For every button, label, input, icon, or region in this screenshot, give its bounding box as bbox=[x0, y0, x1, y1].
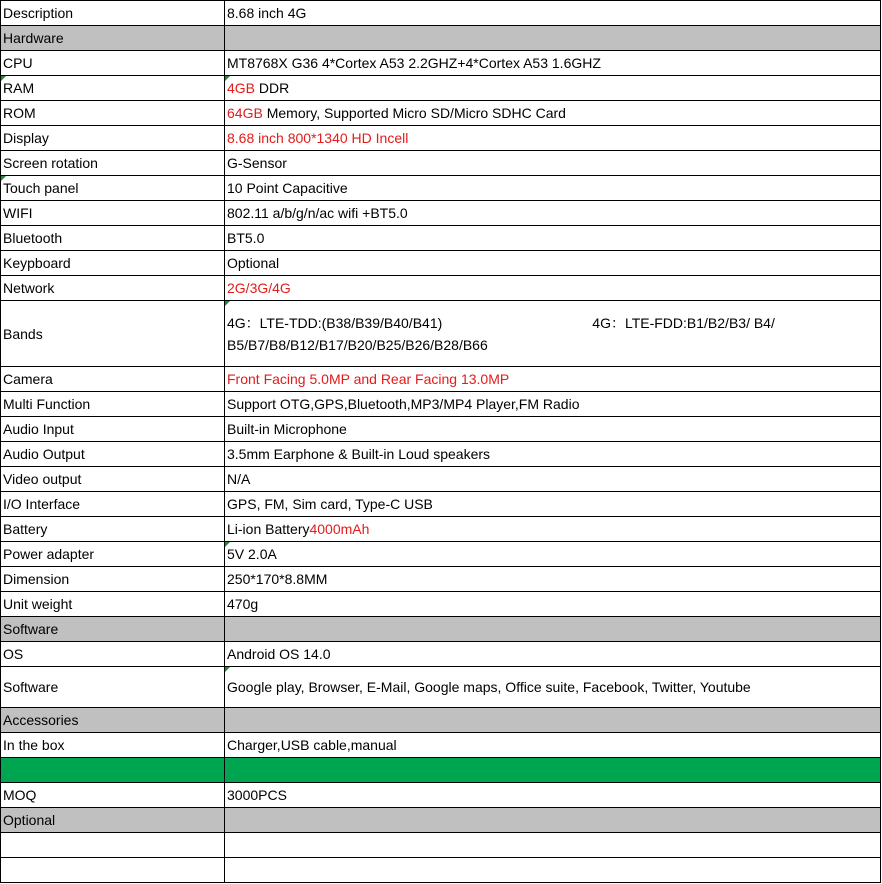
row-label: Bands bbox=[1, 301, 225, 367]
row-value: Android OS 14.0 bbox=[225, 642, 881, 667]
table-row bbox=[1, 226, 881, 251]
table-row bbox=[1, 76, 881, 101]
row-value: Optional bbox=[225, 251, 881, 276]
value-highlight: 64GB bbox=[227, 105, 263, 121]
green-cell bbox=[1, 758, 225, 783]
value-text: Li-ion Battery bbox=[227, 521, 310, 537]
table-row bbox=[1, 733, 881, 758]
row-label: Battery bbox=[1, 517, 225, 542]
row-value bbox=[225, 667, 881, 708]
row-label: Screen rotation bbox=[1, 151, 225, 176]
table-row bbox=[1, 592, 881, 617]
row-label: I/O Interface bbox=[1, 492, 225, 517]
green-cell bbox=[225, 758, 881, 783]
table-row bbox=[1, 442, 881, 467]
section-filler bbox=[225, 808, 881, 833]
comment-indicator-icon bbox=[225, 76, 230, 81]
table-row bbox=[1, 251, 881, 276]
empty-row bbox=[1, 858, 881, 883]
section-label: Software bbox=[1, 617, 225, 642]
row-value: 250*170*8.8MM bbox=[225, 567, 881, 592]
row-label: Software bbox=[1, 667, 225, 708]
row-value: 3.5mm Earphone & Built-in Loud speakers bbox=[225, 442, 881, 467]
row-value bbox=[225, 101, 881, 126]
empty-cell bbox=[1, 833, 225, 858]
table-row-bands bbox=[1, 301, 881, 367]
row-value: N/A bbox=[225, 467, 881, 492]
table-row bbox=[1, 1, 881, 26]
row-value: 8.68 inch 4G bbox=[225, 1, 881, 26]
row-value: 802.11 a/b/g/n/ac wifi +BT5.0 bbox=[225, 201, 881, 226]
table-row bbox=[1, 567, 881, 592]
section-filler bbox=[225, 708, 881, 733]
section-label: Accessories bbox=[1, 708, 225, 733]
row-label: Bluetooth bbox=[1, 226, 225, 251]
comment-indicator-icon bbox=[1, 176, 6, 181]
row-label: Network bbox=[1, 276, 225, 301]
value-text: 5V 2.0A bbox=[227, 546, 277, 562]
section-row-hardware bbox=[1, 26, 881, 51]
row-label: OS bbox=[1, 642, 225, 667]
value-highlight: 4000mAh bbox=[309, 521, 370, 537]
table-row bbox=[1, 151, 881, 176]
bands-tdd: 4G：LTE-TDD:(B38/B39/B40/B41) bbox=[227, 314, 443, 331]
table-row bbox=[1, 417, 881, 442]
row-value bbox=[225, 276, 881, 301]
section-filler bbox=[225, 617, 881, 642]
row-label: Keypboard bbox=[1, 251, 225, 276]
value-highlight: Front Facing 5.0MP and Rear Facing 13.0MP bbox=[227, 371, 510, 387]
comment-indicator-icon bbox=[225, 667, 230, 672]
row-value bbox=[225, 76, 881, 101]
section-row-software bbox=[1, 617, 881, 642]
row-value bbox=[225, 301, 881, 367]
row-label: Unit weight bbox=[1, 592, 225, 617]
row-label: MOQ bbox=[1, 783, 225, 808]
comment-indicator-icon bbox=[225, 301, 230, 306]
row-value bbox=[225, 517, 881, 542]
table-row bbox=[1, 176, 881, 201]
row-label: Display bbox=[1, 126, 225, 151]
table-row bbox=[1, 783, 881, 808]
row-value: 3000PCS bbox=[225, 783, 881, 808]
row-label: ROM bbox=[1, 101, 225, 126]
row-label: Camera bbox=[1, 367, 225, 392]
row-value: Charger,USB cable,manual bbox=[225, 733, 881, 758]
empty-cell bbox=[225, 833, 881, 858]
row-label: Power adapter bbox=[1, 542, 225, 567]
row-label bbox=[1, 176, 225, 201]
row-value: MT8768X G36 4*Cortex A53 2.2GHZ+4*Cortex A53 1.6GHZ bbox=[225, 51, 881, 76]
value-text: Memory, Supported Micro SD/Micro SDHC Card bbox=[262, 105, 566, 121]
value-highlight: 2G/3G/4G bbox=[227, 280, 291, 296]
label-text: Touch panel bbox=[3, 180, 79, 196]
value-highlight: 8.68 inch 800*1340 HD Incell bbox=[227, 130, 409, 146]
table-row bbox=[1, 492, 881, 517]
row-value: Support OTG,GPS,Bluetooth,MP3/MP4 Player,FM Radio bbox=[225, 392, 881, 417]
row-label: Video output bbox=[1, 467, 225, 492]
table-row bbox=[1, 51, 881, 76]
bands-fdd-cont: B5/B7/B8/B12/B17/B20/B25/B26/B28/B66 bbox=[227, 336, 488, 353]
empty-cell bbox=[225, 858, 881, 883]
value-text: Google play, Browser, E-Mail, Google maps, Office suite, Facebook, Twitter, Youtube bbox=[227, 679, 751, 695]
table-row bbox=[1, 201, 881, 226]
table-row bbox=[1, 126, 881, 151]
comment-indicator-icon bbox=[1, 76, 6, 81]
comment-indicator-icon bbox=[225, 542, 230, 547]
row-value: 470g bbox=[225, 592, 881, 617]
row-value: BT5.0 bbox=[225, 226, 881, 251]
row-label: CPU bbox=[1, 51, 225, 76]
row-label: Audio Output bbox=[1, 442, 225, 467]
table-row bbox=[1, 517, 881, 542]
label-text: RAM bbox=[3, 80, 35, 96]
section-label: Hardware bbox=[1, 26, 225, 51]
row-label: Multi Function bbox=[1, 392, 225, 417]
green-separator-row bbox=[1, 758, 881, 783]
table-row bbox=[1, 467, 881, 492]
section-row-optional bbox=[1, 808, 881, 833]
table-row bbox=[1, 642, 881, 667]
section-filler bbox=[225, 26, 881, 51]
row-value bbox=[225, 367, 881, 392]
row-label: Dimension bbox=[1, 567, 225, 592]
row-value: Built-in Microphone bbox=[225, 417, 881, 442]
row-label: Audio Input bbox=[1, 417, 225, 442]
section-label: Optional bbox=[1, 808, 225, 833]
row-label: In the box bbox=[1, 733, 225, 758]
value-text: DDR bbox=[255, 80, 290, 96]
row-value bbox=[225, 542, 881, 567]
row-label bbox=[1, 76, 225, 101]
value-highlight: 4GB bbox=[227, 80, 256, 96]
table-row-software bbox=[1, 667, 881, 708]
table-row bbox=[1, 367, 881, 392]
table-row bbox=[1, 392, 881, 417]
row-value bbox=[225, 126, 881, 151]
table-row bbox=[1, 276, 881, 301]
row-value: G-Sensor bbox=[225, 151, 881, 176]
bands-fdd: 4G：LTE-FDD:B1/B2/B3/ B4/ bbox=[592, 314, 775, 331]
row-value: GPS, FM, Sim card, Type-C USB bbox=[225, 492, 881, 517]
empty-cell bbox=[1, 858, 225, 883]
table-row bbox=[1, 101, 881, 126]
section-row-accessories bbox=[1, 708, 881, 733]
row-value: 10 Point Capacitive bbox=[225, 176, 881, 201]
table-row bbox=[1, 542, 881, 567]
row-label: WIFI bbox=[1, 201, 225, 226]
row-label: Description bbox=[1, 1, 225, 26]
empty-row bbox=[1, 833, 881, 858]
